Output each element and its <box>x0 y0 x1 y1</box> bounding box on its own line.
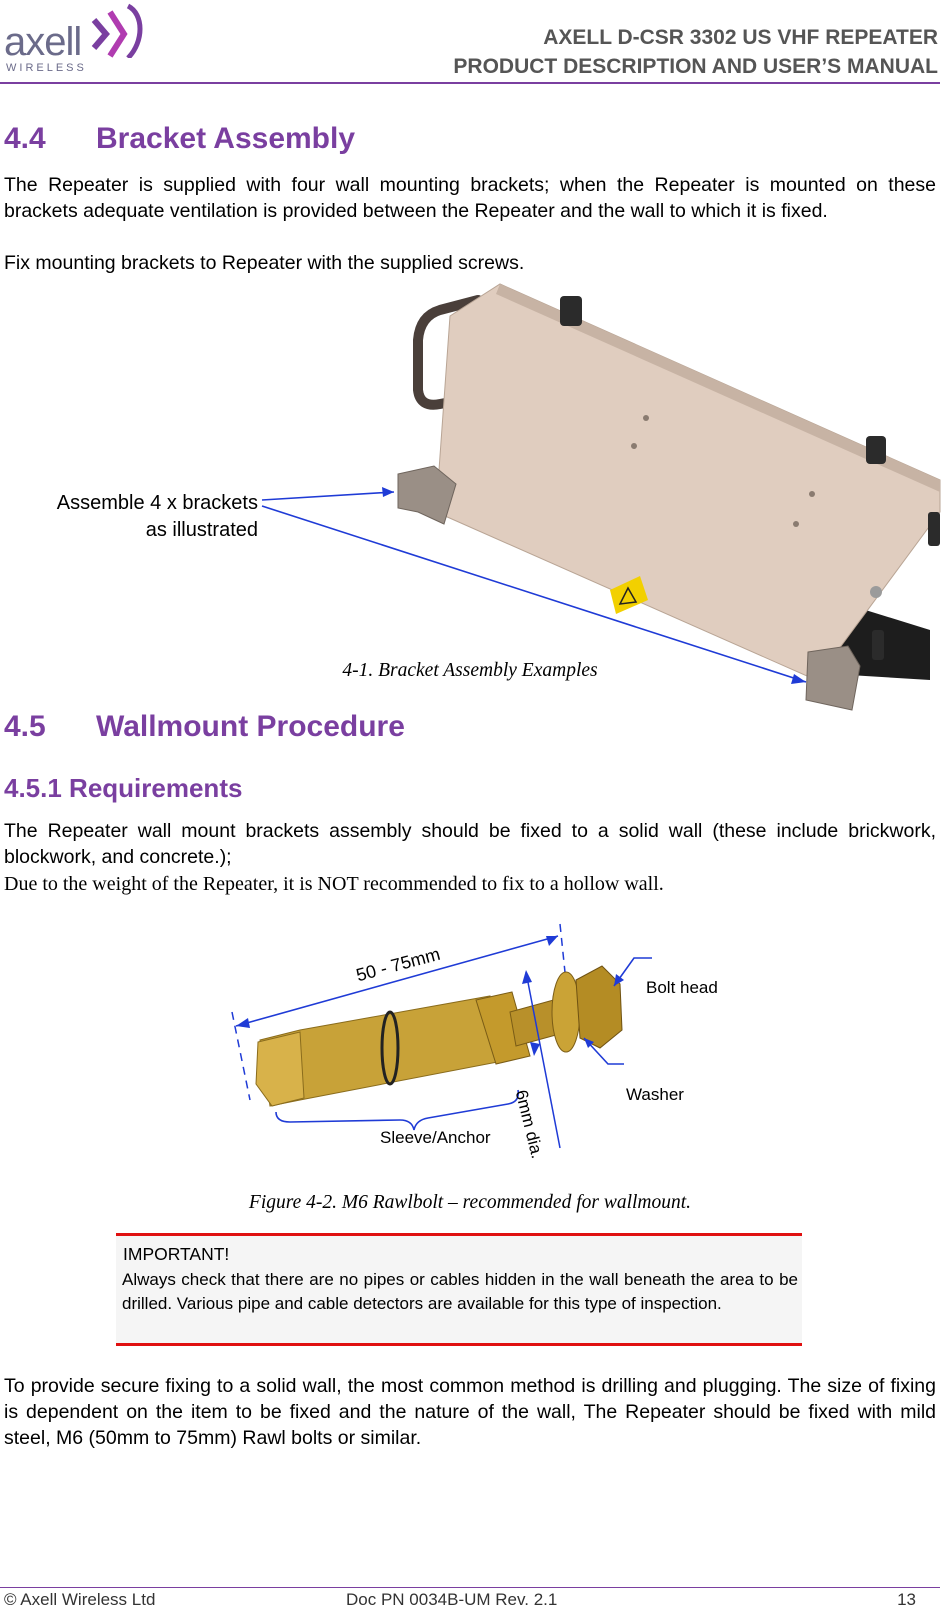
footer-page-number: 13 <box>897 1590 916 1609</box>
logo <box>0 0 160 80</box>
arrowhead <box>546 936 558 946</box>
diameter-label: 6mm dia. <box>511 1088 547 1161</box>
footer-divider <box>0 1587 940 1588</box>
header-divider <box>0 82 940 84</box>
section-title: Wallmount Procedure <box>96 710 405 743</box>
requirements-paragraph-2: Due to the weight of the Repeater, it is NOT recommended to fix to a hollow wall. <box>4 873 664 895</box>
subsection-heading-4-5-1: 4.5.1 Requirements <box>4 773 243 803</box>
fixing-paragraph: To provide secure fixing to a solid wall, the most common method is drilling and plugging. The size of fixing is dependent on the item to be fixed and the nature of the wall, The Repeater should be fixed with mild steel, M6 (50mm to 75mm) Rawl bolts or similar. <box>4 1375 936 1449</box>
bracket-paragraph-2: Fix mounting brackets to Repeater with the supplied screws. <box>4 252 525 274</box>
bolt-head <box>576 966 622 1048</box>
section-number: 4.4 <box>4 122 46 155</box>
requirements-paragraph-1: The Repeater wall mount brackets assembly should be fixed to a solid wall (these include brickwork, blockwork, and concrete.); <box>4 820 936 868</box>
screw <box>809 491 815 497</box>
important-title: IMPORTANT! <box>123 1244 230 1264</box>
section-title: Bracket Assembly <box>96 122 356 155</box>
section-heading-4-5 <box>4 710 405 744</box>
screw <box>793 521 799 527</box>
figure-caption-4-1: 4-1. Bracket Assembly Examples <box>342 660 598 681</box>
logo-subtext: WIRELESS <box>6 62 87 74</box>
bracket-paragraph-1: The Repeater is supplied with four wall mounting brackets; when the Repeater is mounted on these brackets adequate ventilation is provided between the Repeater and the wall to which it is fixed. <box>4 174 936 222</box>
section-number: 4.5 <box>4 710 46 743</box>
footer-doc-number: Doc PN 0034B-UM Rev. 2.1 <box>346 1590 558 1609</box>
latch <box>872 630 884 660</box>
figure-label <box>57 490 258 544</box>
latch <box>560 296 582 326</box>
important-text: Always check that there are no pipes or cables hidden in the wall beneath the area to be drilled. Various pipe and cable detectors are available for this type of inspection. <box>122 1270 798 1313</box>
header-title-line1: AXELL D-CSR 3302 US VHF REPEATER <box>543 26 938 49</box>
connector <box>870 586 882 598</box>
figure-caption-4-2: Figure 4-2. M6 Rawlbolt – recommended for wallmount. <box>248 1192 692 1213</box>
logo-chevron-icon <box>88 2 148 58</box>
arrowhead <box>236 1018 250 1028</box>
latch <box>866 436 886 464</box>
length-label: 50 - 75mm <box>354 943 443 986</box>
figure-label-line2: as illustrated <box>145 519 258 541</box>
logo-text: axell <box>4 20 82 64</box>
arrow-to-bracket-left <box>262 492 394 500</box>
footer-copyright: © Axell Wireless Ltd <box>4 1590 156 1609</box>
figure-label-line1: Assemble 4 x brackets <box>56 492 258 514</box>
latch <box>928 512 940 546</box>
bolt-head-label: Bolt head <box>646 978 718 997</box>
washer-label: Washer <box>626 1085 684 1104</box>
arrowhead <box>382 487 394 497</box>
arrowhead <box>530 1042 540 1056</box>
header-title-line2: PRODUCT DESCRIPTION AND USER’S MANUAL <box>453 55 938 78</box>
sleeve-tip <box>256 1032 304 1106</box>
section-heading-4-4 <box>4 122 355 156</box>
sleeve-label: Sleeve/Anchor <box>380 1128 491 1147</box>
arrowhead <box>522 970 532 984</box>
screw <box>631 443 637 449</box>
screw <box>643 415 649 421</box>
